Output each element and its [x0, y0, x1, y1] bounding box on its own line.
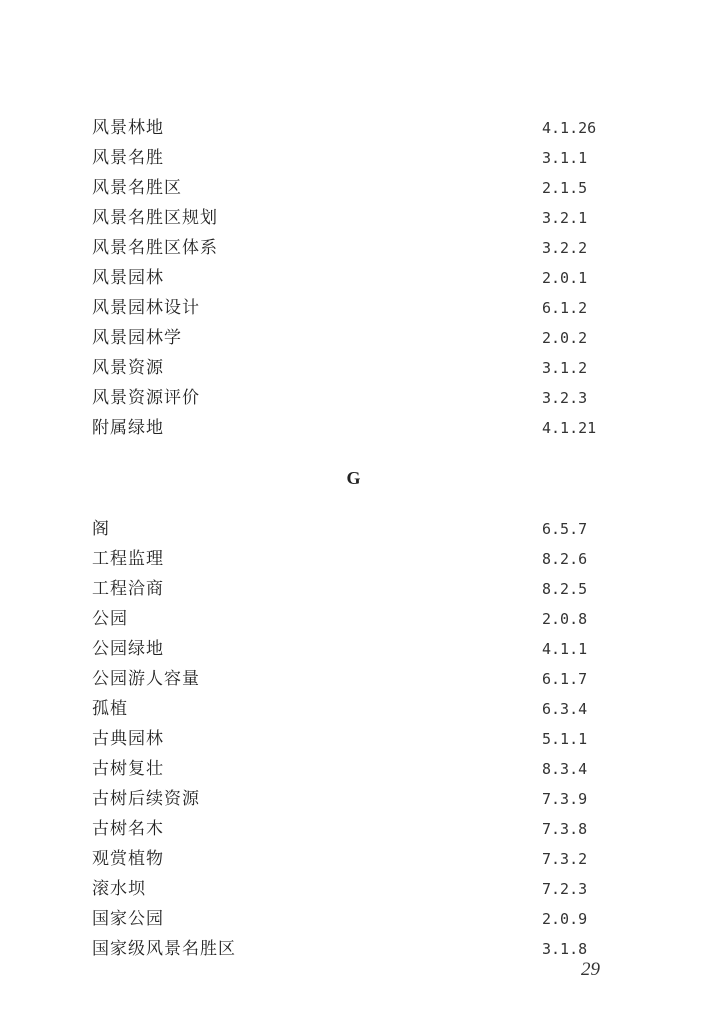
index-reference: 6.5.7 — [542, 520, 588, 538]
index-reference: 7.3.8 — [542, 820, 588, 838]
index-entry — [92, 113, 632, 143]
index-entry — [92, 203, 632, 233]
index-term: 风景名胜 — [92, 148, 164, 168]
index-term: 国家公园 — [92, 909, 164, 929]
page-number: 29 — [581, 959, 600, 980]
index-entry — [92, 173, 632, 203]
index-reference: 2.0.9 — [542, 910, 588, 928]
index-entry — [92, 754, 632, 784]
index-entry — [92, 263, 632, 293]
index-entry — [92, 233, 632, 263]
index-reference: 3.1.8 — [542, 940, 588, 958]
index-term: 风景名胜区 — [92, 178, 182, 198]
index-term: 风景园林学 — [92, 328, 182, 348]
index-term: 风景名胜区体系 — [92, 238, 218, 258]
index-entry — [92, 844, 632, 874]
index-entry — [92, 874, 632, 904]
index-term: 公园 — [92, 609, 128, 629]
index-reference: 3.1.2 — [542, 359, 588, 377]
index-reference: 7.3.9 — [542, 790, 588, 808]
index-entry — [92, 293, 632, 323]
index-entry — [92, 934, 632, 964]
index-entry — [92, 664, 632, 694]
index-entry — [92, 323, 632, 353]
index-entry — [92, 724, 632, 754]
index-reference: 8.2.5 — [542, 580, 588, 598]
index-reference: 6.1.7 — [542, 670, 588, 688]
index-term: 国家级风景名胜区 — [92, 939, 236, 959]
index-entry — [92, 814, 632, 844]
index-entry — [92, 413, 632, 443]
index-term: 风景资源评价 — [92, 388, 200, 408]
index-entry — [92, 784, 632, 814]
index-term: 古树名木 — [92, 819, 164, 839]
section-letter-heading: G — [346, 468, 361, 488]
index-entry — [92, 143, 632, 173]
index-term: 风景园林 — [92, 268, 164, 288]
index-term: 工程洽商 — [92, 579, 164, 599]
index-term: 风景园林设计 — [92, 298, 200, 318]
index-reference: 2.0.1 — [542, 269, 588, 287]
index-reference: 4.1.21 — [542, 419, 597, 437]
index-term: 古树复壮 — [92, 759, 164, 779]
index-entry — [92, 514, 632, 544]
index-term: 风景资源 — [92, 358, 164, 378]
index-reference: 2.0.8 — [542, 610, 588, 628]
index-term: 滚水坝 — [92, 879, 146, 899]
index-term: 公园游人容量 — [92, 669, 200, 689]
index-term: 观赏植物 — [92, 849, 164, 869]
index-reference: 4.1.26 — [542, 119, 597, 137]
index-reference: 3.2.2 — [542, 239, 588, 257]
index-section-f — [92, 113, 632, 443]
index-entry — [92, 353, 632, 383]
index-term: 风景林地 — [92, 118, 164, 138]
index-entry — [92, 574, 632, 604]
index-reference: 2.0.2 — [542, 329, 588, 347]
index-term: 工程监理 — [92, 549, 164, 569]
index-term: 古典园林 — [92, 729, 164, 749]
index-reference: 6.1.2 — [542, 299, 588, 317]
index-term: 阁 — [92, 519, 110, 539]
index-entry — [92, 383, 632, 413]
index-section-g — [92, 514, 632, 964]
index-reference: 6.3.4 — [542, 700, 588, 718]
index-term: 风景名胜区规划 — [92, 208, 218, 228]
index-entry — [92, 634, 632, 664]
index-reference: 2.1.5 — [542, 179, 588, 197]
index-entry — [92, 694, 632, 724]
index-reference: 7.3.2 — [542, 850, 588, 868]
index-reference: 3.1.1 — [542, 149, 588, 167]
index-reference: 8.2.6 — [542, 550, 588, 568]
index-term: 古树后续资源 — [92, 789, 200, 809]
index-reference: 8.3.4 — [542, 760, 588, 778]
index-reference: 3.2.3 — [542, 389, 588, 407]
index-reference: 3.2.1 — [542, 209, 588, 227]
index-entry — [92, 544, 632, 574]
index-reference: 5.1.1 — [542, 730, 588, 748]
index-entry — [92, 604, 632, 634]
index-reference: 7.2.3 — [542, 880, 588, 898]
index-term: 公园绿地 — [92, 639, 164, 659]
index-term: 附属绿地 — [92, 418, 164, 438]
index-reference: 4.1.1 — [542, 640, 588, 658]
index-term: 孤植 — [92, 699, 128, 719]
index-entry — [92, 904, 632, 934]
